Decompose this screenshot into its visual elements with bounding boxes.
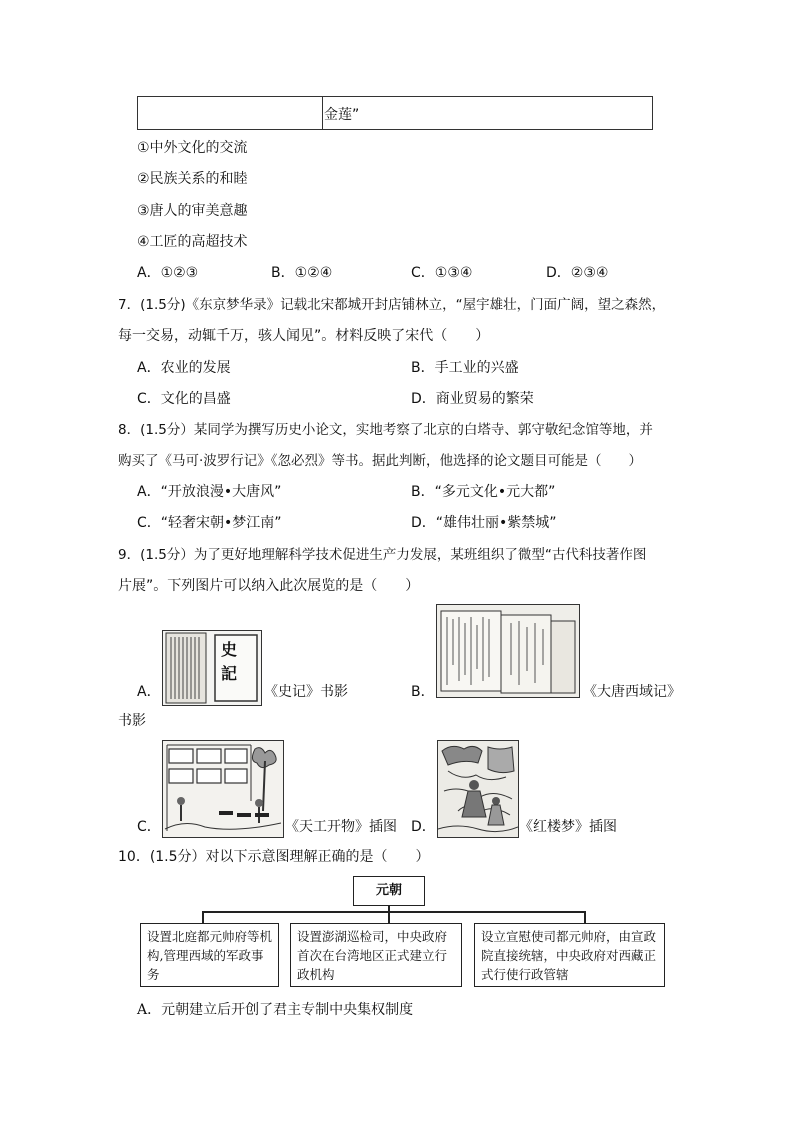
q9-option-b-letter[interactable]: B． [411, 684, 435, 700]
diagram-connector-right [584, 911, 586, 923]
q6-option-d[interactable]: D．②③④ [546, 265, 609, 281]
table-right-cell: 金莲” [324, 107, 360, 123]
q10-stem: 10．(1.5分）对以下示意图理解正确的是（ ） [118, 849, 430, 865]
q8-stem-line1: 8．(1.5分）某同学为撰写历史小论文，实地考察了北京的白塔寺、郭守敬纪念馆等地，并 [118, 422, 653, 438]
q6-option-c[interactable]: C．①③④ [411, 265, 473, 281]
q8-option-b[interactable]: B．“多元文化•元大都” [411, 484, 556, 500]
q6-item-3: ③唐人的审美意趣 [137, 203, 248, 219]
diagram-connector-middle [388, 911, 390, 923]
q6-option-a[interactable]: A．①②③ [137, 265, 199, 281]
shiji-title-char-2: 記 [221, 664, 238, 683]
q6-item-1: ①中外文化的交流 [137, 140, 248, 156]
hongloumeng-image[interactable] [437, 740, 519, 838]
q9-option-a-letter[interactable]: A． [137, 684, 161, 700]
diagram-connector-horizontal [202, 911, 585, 913]
shiji-book-image[interactable] [162, 630, 262, 706]
diagram-root-yuan: 元朝 [353, 876, 425, 906]
q8-option-c[interactable]: C．“轻奢宋朝•梦江南” [137, 515, 282, 531]
answer-table [137, 96, 653, 130]
q9-option-d-caption: 《红楼梦》插图 [519, 819, 617, 835]
tiangong-kaiwu-illustration [163, 741, 283, 837]
q7-option-d[interactable]: D．商业贸易的繁荣 [411, 391, 534, 407]
q7-option-c[interactable]: C．文化的昌盛 [137, 391, 231, 407]
datang-xiyuji-book-image[interactable] [436, 604, 580, 698]
table-left-cell [138, 97, 323, 129]
q7-option-a[interactable]: A．农业的发展 [137, 360, 231, 376]
q9-option-b-caption: 《大唐西域记》 [583, 684, 681, 700]
q9-stem-line1: 9．(1.5分）为了更好地理解科学技术促进生产力发展，某班组织了微型“古代科技著作图 [118, 547, 647, 563]
q8-option-a[interactable]: A．“开放浪漫•大唐风” [137, 484, 282, 500]
q9-option-b-caption-wrap: 书影 [118, 713, 146, 729]
diagram-box-xizang: 设立宣慰使司都元帅府，由宣政院直接统辖，中央政府对西藏正式行使行政管辖 [474, 923, 665, 987]
datang-xiyuji-illustration [437, 605, 579, 697]
q6-option-b[interactable]: B．①②④ [271, 265, 333, 281]
q10-option-a[interactable]: A．元朝建立后开创了君主专制中央集权制度 [137, 1002, 414, 1018]
diagram-box-penghu: 设置澎湖巡检司，中央政府首次在台湾地区正式建立行政机构 [290, 923, 462, 987]
shiji-book-illustration [163, 631, 261, 705]
tiangong-kaiwu-image[interactable] [162, 740, 284, 838]
q7-option-b[interactable]: B．手工业的兴盛 [411, 360, 519, 376]
shiji-title-char-1: 史 [221, 640, 238, 659]
q9-option-c-letter[interactable]: C． [137, 819, 161, 835]
hongloumeng-illustration [438, 741, 518, 837]
q8-option-d[interactable]: D．“雄伟壮丽•紫禁城” [411, 515, 557, 531]
diagram-box-xiyu: 设置北庭都元帅府等机构,管理西域的军政事务 [140, 923, 279, 987]
q7-stem-line2: 每一交易，动辄千万，骇人闻见”。材料反映了宋代（ ） [118, 328, 490, 344]
q6-item-4: ④工匠的高超技术 [137, 234, 248, 250]
diagram-connector-left [202, 911, 204, 923]
q9-option-a-caption: 《史记》书影 [264, 684, 348, 700]
q7-stem-line1: 7．(1.5分)《东京梦华录》记载北宋都城开封店铺林立，“屋宇雄壮，门面广阔，望之森然， [118, 297, 666, 313]
q9-option-d-letter[interactable]: D． [411, 819, 436, 835]
q9-option-c-caption: 《天工开物》插图 [285, 819, 397, 835]
q8-stem-line2: 购买了《马可·波罗行记》《忽必烈》等书。据此判断，他选择的论文题目可能是（ ） [118, 453, 643, 469]
q9-stem-line2: 片展”。下列图片可以纳入此次展览的是（ ） [118, 578, 420, 594]
q6-item-2: ②民族关系的和睦 [137, 171, 248, 187]
